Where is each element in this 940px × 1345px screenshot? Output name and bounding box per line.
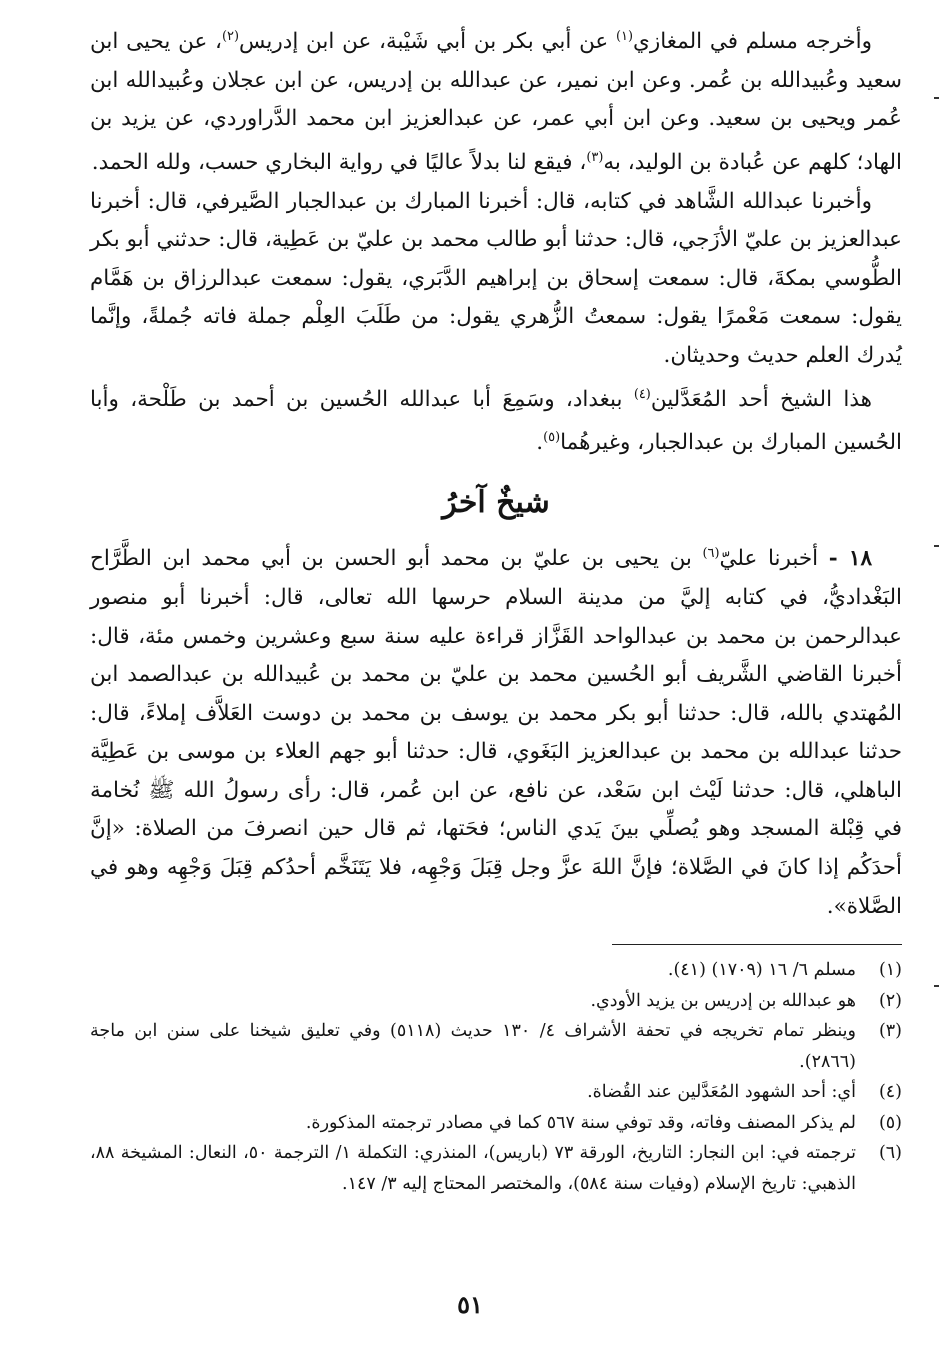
footnote-text: وينظر تمام تخريجه في تحفة الأشراف ٤/ ١٣٠ حديث (٥١١٨) وفي تعليق شيخنا على سنن ابن ماجة (٢٨٦٦). <box>90 1021 856 1072</box>
section-heading: شيخٌ آخرُ <box>442 485 550 521</box>
paragraph-text: ، فيقع لنا بدلاً عاليًا في رواية البخاري حسب، ولله الحمد. <box>91 150 587 176</box>
footnote <box>90 1077 902 1108</box>
footnotes <box>90 955 902 1199</box>
footnote-text: ترجمته في: ابن النجار: التاريخ، الورقة ٧٣ (باريس)، المنذري: التكملة ١/ الترجمة ٥٠، النعال: المشيخة ٨٨، الذهبي: تاريخ الإسلام (وفيات سنة ٥٨٤)، والمختصر المحتاج إليه ٣/ ١٤٧. <box>90 1143 856 1194</box>
page-number: ٥١ <box>457 1290 483 1319</box>
footnote-text: هو عبدالله بن إدريس بن يزيد الأودي. <box>590 990 856 1011</box>
paragraph-text: ، عن يحيى ابن سعيد وعُبيدالله بن عُمر. وعن ابن نمير، عن عبدالله بن إدريس، عن ابن عجلان وعُبيدالله ابن عُمر ويحيى بن سعيد. وعن ابن أبي عمر، عن عبدالعزيز ابن محمد الدَّراوردي، عن يزيد بن الهاد؛ كلهم عن عُبادة بن الوليد، به <box>90 29 902 176</box>
footnote <box>90 955 902 986</box>
footnote-mark: (٦) <box>878 1143 902 1164</box>
footnote-ref[interactable]: (٣) <box>586 149 604 165</box>
paragraph-text: هذا الشيخ أحد المُعَدَّلين <box>650 386 872 412</box>
footnote <box>90 1138 902 1199</box>
entry-18 <box>90 535 902 926</box>
footnote <box>90 986 902 1017</box>
footnote-text: مسلم ٦/ ١٦ (١٧٠٩) (٤١). <box>667 960 856 981</box>
footnote-ref[interactable]: (٥) <box>543 430 561 446</box>
paragraph-text: ببغداد، وسَمِعَ أبا عبدالله الحُسين بن أحمد بن طَلْحة، وأبا الحُسين المبارك بن عبدالجبار، وغيرهُما <box>90 386 902 456</box>
footnote-text: أي: أحد الشهود المُعَدَّلين عند القُضاة. <box>587 1082 856 1103</box>
paragraph-text: وأخرجه مسلم في المغازي <box>633 29 872 55</box>
paragraph-text: . <box>536 430 544 456</box>
entry-text: أخبرنا عليّ <box>719 546 829 572</box>
footnote <box>90 1108 902 1139</box>
paragraph-text: وأخبرنا عبدالله الشَّاهد في كتابه، قال: أخبرنا المبارك بن عبدالجبار الصَّيرفي، قال: أخبرنا عبدالعزيز بن عليّ الأزَجي، قال: حدثنا أبو طالب محمد بن عليّ بن عَطِية، قال: حدثني أبو بكر الطُّوسي بمكةَ، قال: سمعت إسحاق بن إبراهيم الدَّبَري، يقول: سمعت عبدالرزاق بن هَمَّام يقول: سمعت مَعْمرًا يقول: سمعتُ الزُّهري يقول: من طَلَبَ العِلْم جملة فاته جُملةً، وإنَّما يُدرك العلم حديث وحديثان. <box>90 188 903 369</box>
margin-mark <box>934 985 939 987</box>
paragraph-shaykh-note <box>90 376 902 464</box>
footnote <box>90 1016 902 1077</box>
footnote-mark: (٣) <box>878 1021 902 1042</box>
page-body <box>90 18 902 1199</box>
paragraph-zuhri-narration <box>90 183 902 376</box>
footnote-ref[interactable]: (٤) <box>633 386 651 402</box>
footnote-mark: (١) <box>878 960 902 981</box>
margin-mark <box>934 545 939 547</box>
footnote-text: لم يذكر المصنف وفاته، وقد توفي سنة ٥٦٧ كما في مصادر ترجمته المذكورة. <box>305 1112 856 1133</box>
entry-number: ١٨ - <box>828 546 872 572</box>
footnote-divider <box>612 944 902 945</box>
footnote-ref[interactable]: (٢) <box>221 29 239 44</box>
paragraph-muslim-takhrij <box>90 18 902 183</box>
footnote-mark: (٥) <box>878 1112 902 1133</box>
footnote-mark: (٤) <box>878 1082 902 1103</box>
paragraph-text: عن أبي بكر بن أبي شَيْبة، عن ابن إدريس <box>238 29 617 55</box>
margin-mark <box>934 97 939 99</box>
footnote-ref[interactable]: (٦) <box>702 546 720 562</box>
footnote-ref[interactable]: (١) <box>616 29 634 44</box>
entry-text: بن يحيى بن عليّ بن محمد أبو الحسن بن أبي محمد ابن الطَّرَّاح البَغْداديُّ، في كتابه إليَّ من مدينة السلام حرسها الله تعالى، قال: أخبرنا أبو منصور عبدالرحمن بن محمد بن عبدالواحد القَزَّاز قراءة عليه سنة سبع وعشرين وخمس مئة، قال: أخبرنا القاضي الشَّريف أبو الحُسين محمد بن عليّ بن محمد بن عُبيدالله بن عبدالصمد ابن المُهتدي بالله، قال: حدثنا أبو بكر محمد بن يوسف بن محمد بن دوست العَلاَّف إملاءً، قال: حدثنا عبدالله بن محمد بن عبدالعزيز البَغَوي، قال: حدثنا أبو جهم العلاء بن موسى بن عَطِيَّة الباهلي، قال: حدثنا لَيْث ابن سَعْد، عن نافع، عن ابن عُمر، قال: رأى رسولُ الله ﷺ نُخامة في قِبْلة المسجد وهو يُصلِّي بينَ يَدي الناس؛ فحَتها، ثم قال حين انصرفَ من الصلاة: «إنَّ أحدَكُم إذا كانَ في الصَّلاة؛ فإنَّ اللهَ عزَّ وجل قِبَلَ وَجْهِه، فلا يَتَنَخَّم أحدُكم قِبَلَ وَجْهِه وهو في الصَّلاة». <box>90 546 902 919</box>
footnote-mark: (٢) <box>878 990 902 1011</box>
